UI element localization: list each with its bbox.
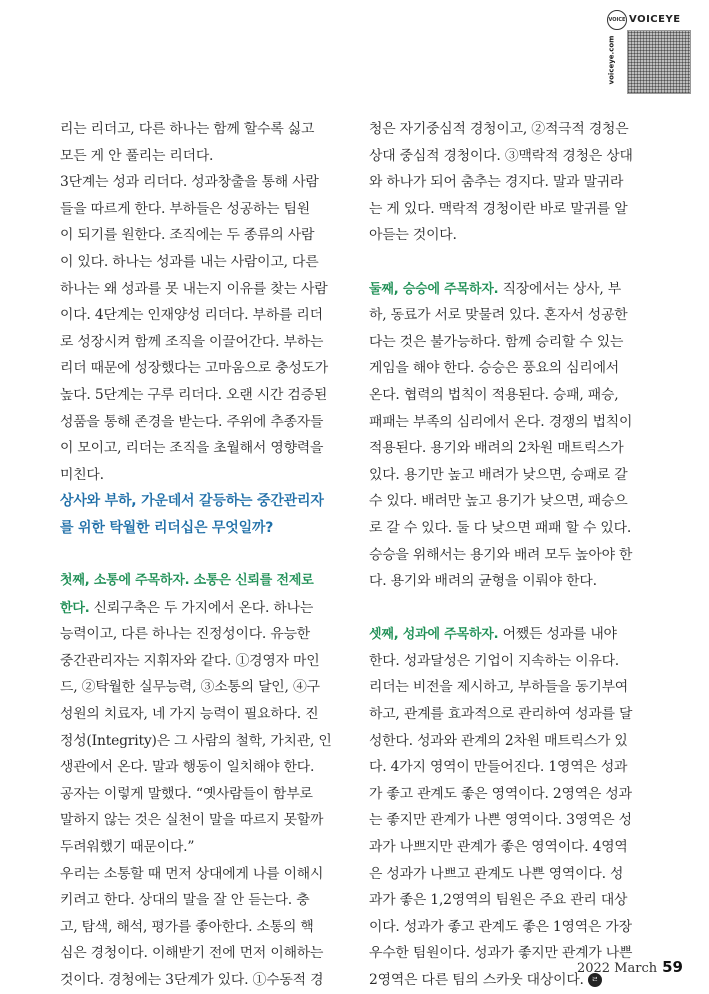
text-line: 로 갈 수 있다. 둘 다 낮으면 패패 할 수 있다. [369, 519, 632, 536]
issue-date: 2022 March [576, 961, 658, 976]
voiceye-logo-icon: VOICE [607, 10, 627, 30]
right-column [369, 116, 665, 994]
paragraph-gap [60, 542, 356, 569]
text-line: 공자는 이렇게 말했다. “옛사람들이 함부로 [60, 785, 313, 802]
text-line: 것이다. 경청에는 3단계가 있다. ①수동적 경 [60, 972, 324, 988]
text-line: 이 있다. 하나는 성과를 내는 사람이고, 다른 [60, 253, 319, 270]
text-line: 들을 따르게 한다. 부하들은 성공하는 팀원 [60, 200, 311, 217]
text-line: 우수한 팀원이다. 성과가 좋지만 관계가 나쁜 [369, 945, 633, 962]
voiceye-code [627, 30, 691, 94]
text-line: 모든 게 안 풀리는 리더다. [60, 147, 214, 164]
voiceye-brand: VOICEYE [629, 14, 681, 25]
text-line: 하, 동료가 서로 맞물려 있다. 혼자서 성공한 [369, 307, 628, 324]
section-subheading: 를 위한 탁월한 리더십은 무엇일까? [60, 519, 274, 536]
section-heading-first-end: 한다. [60, 600, 90, 616]
text-line: 이다. 성과가 좋고 관계도 좋은 1영역은 가장 [369, 918, 632, 935]
text-line: 상대 중심적 경청이다. ③맥락적 경청은 상대 [369, 147, 633, 164]
text-line: 있다. 용기만 높고 배려가 낮으면, 승패로 갈 [369, 466, 628, 483]
text-run: 2영역은 다른 팀의 스카웃 대상이다. [369, 972, 584, 988]
text-line [369, 276, 665, 303]
text-line: 이 모이고, 리더는 조직을 초월해서 영향력을 [60, 440, 324, 457]
end-mark-icon: ㄹ [588, 973, 602, 987]
text-line: 패패는 부족의 심리에서 온다. 경쟁의 법칙이 [369, 413, 633, 430]
text-line: 키려고 한다. 상대의 말을 잘 안 듣는다. 충 [60, 892, 310, 909]
text-line: 드, ②탁월한 실무능력, ③소통의 달인, ④구 [60, 679, 320, 696]
text-line: 3단계는 성과 리더다. 성과창출을 통해 사람 [60, 174, 319, 191]
text-run: 직장에서는 상사, 부 [498, 280, 621, 297]
paragraph-gap [369, 249, 665, 276]
text-line: 고, 탐색, 해석, 평가를 좋아한다. 소통의 핵 [60, 918, 314, 935]
text-line [60, 595, 356, 622]
text-line: 하고, 관계를 효과적으로 관리하여 성과를 달 [369, 706, 633, 723]
section-subheading: 상사와 부하, 가운데서 갈등하는 중간관리자 [60, 493, 324, 510]
voiceye-badge [605, 4, 701, 96]
text-line: 정성(Integrity)은 그 사람의 철학, 가치관, 인 [60, 732, 332, 749]
text-line: 과가 나쁘지만 관계가 좋은 영역이다. 4영역 [369, 839, 628, 856]
text-line: 다. 용기와 배려의 균형을 이뤄야 한다. [369, 573, 597, 590]
text-line: 말하지 않는 것은 실천이 말을 따르지 못할까 [60, 812, 324, 829]
page-footer [577, 958, 683, 976]
text-line: 한다. 성과달성은 기업이 지속하는 이유다. [369, 652, 620, 669]
text-line: 아듣는 것이다. [369, 227, 457, 244]
text-line: 는 좋지만 관계가 나쁜 영역이다. 3영역은 성 [369, 812, 632, 829]
text-line: 가 좋고 관계도 좋은 영역이다. 2영역은 성과 [369, 785, 632, 802]
text-line: 적용된다. 용기와 배려의 2차원 매트릭스가 [369, 440, 624, 457]
text-line: 미친다. [60, 466, 104, 483]
text-line: 성원의 치료자, 네 가지 능력이 필요하다. 진 [60, 706, 319, 723]
text-line: 리는 리더고, 다른 하나는 함께 할수록 싫고 [60, 121, 315, 137]
section-heading-first: 첫째, 소통에 주목하자. 소통은 신뢰를 전제로 [60, 573, 314, 589]
text-line: 와 하나가 되어 춤추는 경지다. 말과 말귀라 [369, 174, 624, 191]
text-line: 두려워했기 때문이다.” [60, 839, 195, 856]
text-line: 능력이고, 다른 하나는 진정성이다. 유능한 [60, 626, 311, 643]
left-column [60, 116, 356, 994]
text-line: 성품을 통해 존경을 받는다. 주위에 추종자들 [60, 413, 324, 430]
text-line: 높다. 5단계는 구루 리더다. 오랜 시간 검증된 [60, 386, 328, 403]
text-line: 게임을 해야 한다. 승승은 풍요의 심리에서 [369, 360, 620, 377]
text-line: 우리는 소통할 때 먼저 상대에게 나를 이해시 [60, 865, 324, 882]
text-line: 은 성과가 나쁘고 관계도 나쁜 영역이다. 성 [369, 865, 624, 882]
paragraph-gap [369, 595, 665, 622]
text-line: 다. 4가지 영역이 만들어진다. 1영역은 성과 [369, 759, 628, 776]
text-line: 성한다. 성과와 관계의 2차원 매트릭스가 있 [369, 732, 628, 749]
text-line: 승승을 위해서는 용기와 배려 모두 높아야 한 [369, 546, 633, 563]
text-line: 이다. 4단계는 인재양성 리더다. 부하를 리더 [60, 307, 323, 324]
text-line: 리더 때문에 성장했다는 고마움으로 충성도가 [60, 360, 329, 377]
text-line: 심은 경청이다. 이해받기 전에 먼저 이해하는 [60, 945, 324, 962]
text-line: 이 되기를 원한다. 조직에는 두 종류의 사람 [60, 227, 315, 244]
text-run: 어쨌든 성과를 내야 [498, 626, 617, 643]
text-line: 청은 자기중심적 경청이고, ②적극적 경청은 [369, 121, 629, 137]
text-line: 리더는 비전을 제시하고, 부하들을 동기부여 [369, 679, 629, 696]
text-line [369, 621, 665, 648]
text-line: 로 성장시켜 함께 조직을 이끌어간다. 부하는 [60, 333, 324, 350]
text-line: 수 있다. 배려만 높고 용기가 낮으면, 패승으 [369, 493, 628, 510]
text-line: 온다. 협력의 법칙이 적용된다. 승패, 패승, [369, 386, 619, 403]
text-line: 다는 것은 불가능하다. 함께 승리할 수 있는 [369, 333, 624, 350]
section-heading-second: 둘째, 승승에 주목하자. [369, 281, 499, 297]
text-line: 는 게 있다. 맥락적 경청이란 바로 말귀를 알 [369, 200, 628, 217]
text-line: 중간관리자는 지휘자와 같다. ①경영자 마인 [60, 652, 320, 669]
text-run: 신뢰구축은 두 가지에서 온다. 하나는 [89, 599, 314, 616]
text-line: 생관에서 온다. 말과 행동이 일치해야 한다. [60, 759, 315, 776]
text-line: 과가 좋은 1,2영역의 팀원은 주요 관리 대상 [369, 892, 628, 909]
section-heading-third: 셋째, 성과에 주목하자. [369, 627, 499, 643]
page-number: 59 [662, 958, 683, 976]
text-line: 하나는 왜 성과를 못 내는지 이유를 찾는 사람 [60, 280, 328, 297]
voiceye-url: voiceye.com [607, 35, 616, 85]
